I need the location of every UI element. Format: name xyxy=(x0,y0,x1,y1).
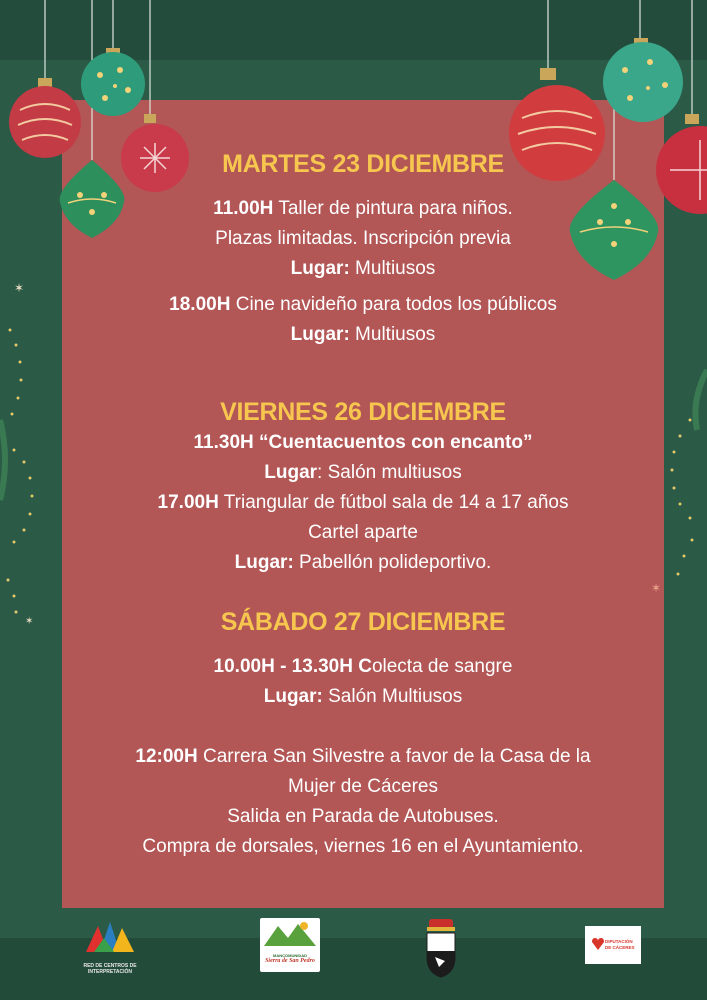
event-time: 11.30H xyxy=(193,432,254,453)
place-text: : Salón multiusos xyxy=(317,462,462,483)
place-label: Lugar xyxy=(290,324,344,345)
day-heading: MARTES 23 DICIEMBRE xyxy=(222,150,504,178)
event-text: Cine navideño para todos los públicos xyxy=(230,294,557,315)
place-text: Multiusos xyxy=(349,324,436,345)
ornament-green-right xyxy=(603,38,683,122)
event-text: Mujer de Cáceres xyxy=(288,776,438,797)
event-line xyxy=(62,432,664,454)
ornament-green-left xyxy=(81,48,145,116)
event-line xyxy=(62,836,664,858)
event-time: 12:00H xyxy=(135,746,198,767)
mancomunidad-logo xyxy=(260,918,320,972)
event-line xyxy=(62,656,664,678)
event-line xyxy=(62,258,664,280)
event-line xyxy=(62,228,664,250)
place-text: Pabellón polideportivo. xyxy=(293,552,492,573)
diputacion-text: DIPUTACIÓN DE CÁCERES xyxy=(605,939,635,950)
mancomunidad-text: MANCOMUNIDAD xyxy=(273,953,307,958)
event-line xyxy=(62,776,664,798)
event-time: 10.00H - 13.30H C xyxy=(213,656,372,677)
event-line xyxy=(62,198,664,220)
event-text: Carrera San Silvestre a favor de la Casa de la xyxy=(197,746,591,767)
event-text: Cartel aparte xyxy=(308,522,418,543)
diputacion-icon xyxy=(591,937,605,951)
event-time: 18.00H xyxy=(169,294,231,315)
shield-icon xyxy=(421,917,461,979)
place-text: Multiusos xyxy=(349,258,436,279)
event-text: olecta de sangre xyxy=(371,656,513,677)
place-label: Lugar: xyxy=(263,686,323,707)
place-label: Lugar: xyxy=(234,552,294,573)
place-colon: : xyxy=(343,324,350,345)
event-text: Plazas limitadas. Inscripción previa xyxy=(215,228,511,249)
diputacion-logo xyxy=(585,926,641,964)
event-text: “Cuentacuentos con encanto” xyxy=(253,432,533,453)
event-line xyxy=(62,324,664,346)
event-line xyxy=(62,294,664,316)
red-centros-icon xyxy=(82,918,138,958)
event-line xyxy=(62,492,664,514)
event-text: Triangular de fútbol sala de 14 a 17 años xyxy=(218,492,569,513)
event-line xyxy=(62,552,664,574)
svg-text:✶: ✶ xyxy=(14,281,25,295)
place-label: Lugar xyxy=(264,462,318,483)
svg-text:✶: ✶ xyxy=(25,616,34,627)
event-time: 17.00H xyxy=(157,492,219,513)
mountains-icon xyxy=(260,918,320,948)
sierra-text: Sierra de San Pedro xyxy=(265,958,315,964)
event-text: Taller de pintura para niños. xyxy=(273,198,513,219)
event-line xyxy=(62,686,664,708)
event-line xyxy=(62,806,664,828)
red-centros-logo xyxy=(82,918,138,982)
coat-of-arms xyxy=(421,917,461,979)
event-text: Salida en Parada de Autobuses. xyxy=(227,806,499,827)
place-text: Salón Multiusos xyxy=(322,686,463,707)
ornament-red-left xyxy=(9,78,81,158)
event-line xyxy=(62,462,664,484)
event-line xyxy=(62,746,664,768)
day-heading: VIERNES 26 DICIEMBRE xyxy=(220,398,506,426)
day-heading: SÁBADO 27 DICIEMBRE xyxy=(220,608,506,636)
svg-text:✶: ✶ xyxy=(651,581,662,595)
place-label: Lugar: xyxy=(290,258,350,279)
red-centros-text: RED DE CENTROS DE INTERPRETACIÓN xyxy=(83,963,137,975)
event-time: 11.00H xyxy=(213,198,274,219)
event-line xyxy=(62,522,664,544)
event-text: Compra de dorsales, viernes 16 en el Ayuntamiento. xyxy=(142,836,584,857)
